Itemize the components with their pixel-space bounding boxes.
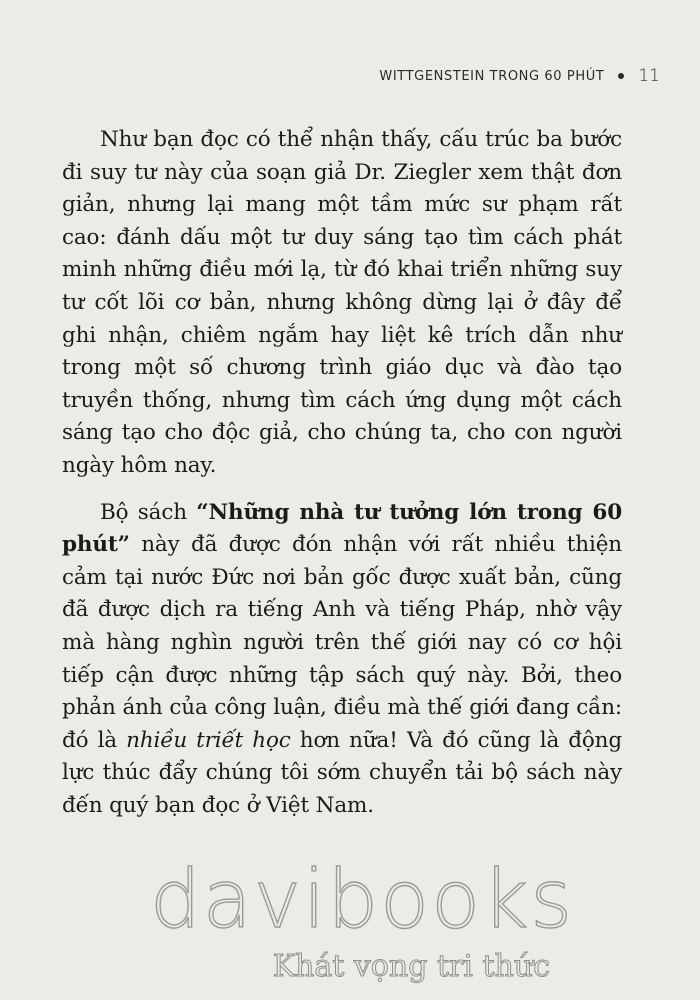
paragraph-2: [62, 497, 622, 823]
body-text: [62, 124, 622, 836]
paragraph-2-middle: này đã được đón nhận với rất nhiều thiện cảm tại nước Đức nơi bản gốc được xuất bản, cũng đã được dịch ra tiếng Anh và tiếng Pháp, nhờ vậy mà hàng nghìn người trên thế giới nay có cơ hội tiếp cận được những tập sách quý này. Bởi, theo phản ánh của công luận, điều mà thế giới đang cần: đó là: [62, 532, 622, 753]
watermark-tagline: Khát vọng tri thức: [272, 949, 550, 984]
publisher-watermark: [150, 853, 575, 984]
bullet-separator-icon: [618, 73, 624, 79]
running-header: [379, 66, 660, 86]
book-series-title: “Những nhà tư tưởng lớn trong 60 phút”: [62, 499, 622, 558]
paragraph-1-text: Như bạn đọc có thể nhận thấy, cấu trúc ba bước đi suy tư này của soạn giả Dr. Ziegler xem thật đơn giản, nhưng lại mang một tầm mức sư phạm rất cao: đánh dấu một tư duy sáng tạo tìm cách phát minh những điều mới lạ, từ đó khai triển những suy tư cốt lõi cơ bản, nhưng không dừng lại ở đây để ghi nhận, chiêm ngắm hay liệt kê trích dẫn như trong một số chương trình giáo dục và đào tạo truyền thống, nhưng tìm cách ứng dụng một cách sáng tạo cho độc giả, cho chúng ta, cho con người ngày hôm nay.: [62, 127, 622, 478]
running-title: WITTGENSTEIN TRONG 60 PHÚT: [379, 68, 605, 84]
paragraph-2-lead: Bộ sách: [100, 499, 197, 525]
paragraph-1: [62, 124, 622, 483]
page-number: 11: [638, 66, 660, 86]
paragraph-2-tail: hơn nữa! Và đó cũng là động lực thúc đẩy chúng tôi sớm chuyển tải bộ sách này đến quý bạn đọc ở Việt Nam.: [62, 727, 622, 818]
emphasis-phrase: nhiều triết học: [126, 727, 291, 753]
watermark-brand: davibooks: [150, 853, 575, 946]
